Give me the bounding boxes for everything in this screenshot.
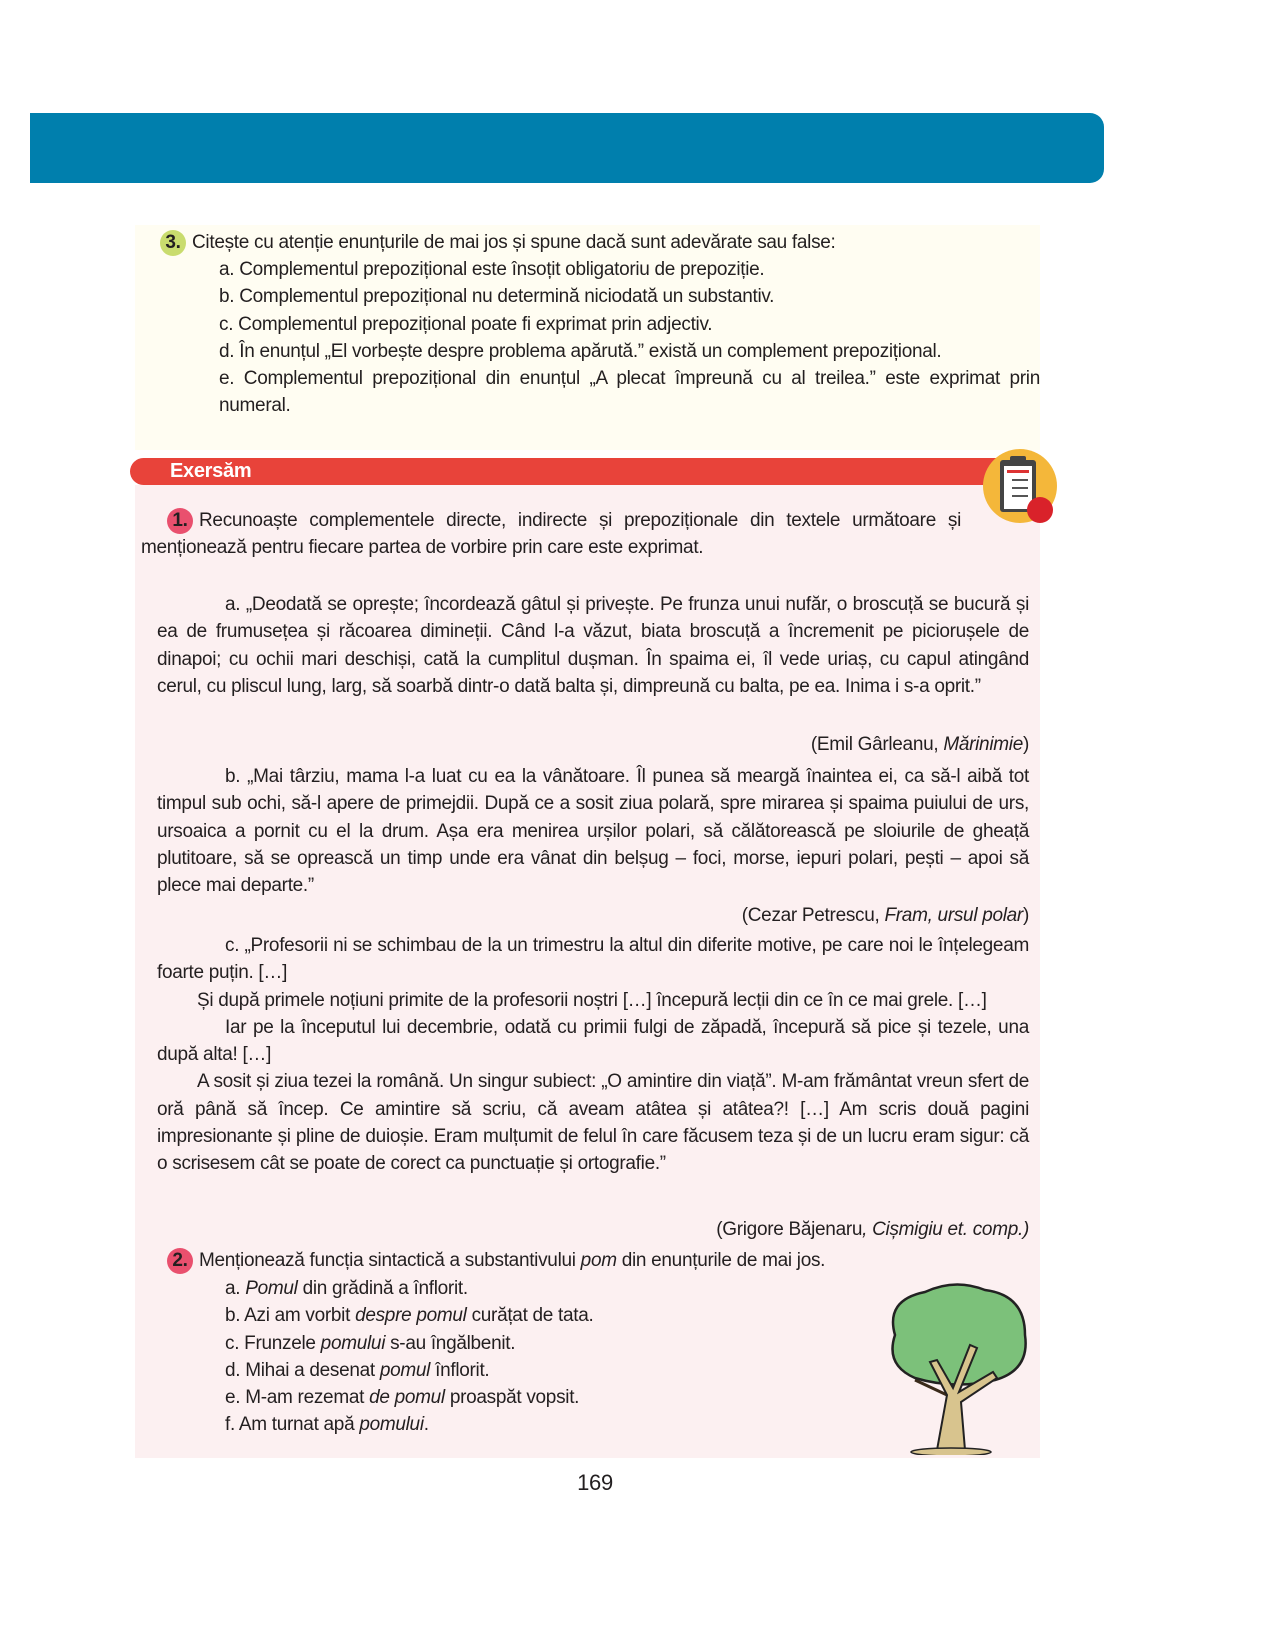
list-item: c. Frunzele pomului s-au îngălbenit. [225, 1332, 516, 1354]
list-item: a. Pomul din grădină a înflorit. [225, 1278, 468, 1299]
clipboard-apple-icon [982, 448, 1062, 528]
header-bar [30, 113, 1104, 183]
exercise-2-prompt: 2. Menționează funcția sintactică a substantivului pom din enunțurile de mai jos. [167, 1247, 1037, 1274]
passage-b-source: (Cezar Petrescu, Fram, ursul polar) [741, 905, 1029, 926]
paragraph: Și după primele noțiuni primite de la profesorii noștri […] începură lecții din ce în ce mai grele. […] [197, 989, 987, 1011]
exercise-2-items [225, 1275, 825, 1439]
tree-icon [875, 1280, 1040, 1455]
prompt-text: Recunoaște complementele directe, indirecte și prepoziționale din textele următoare și menționează pentru fiecare partea de vorbire prin care este exprimat. [141, 510, 961, 559]
list-item: e. Complementul prepozițional din enunțul „A plecat împreună cu al treilea.” este exprimat prin numeral. [219, 368, 1040, 417]
section-band [130, 458, 1010, 485]
list-item: d. În enunțul „El vorbește despre problema apărută.” există un complement prepozițional. [219, 340, 942, 362]
list-item: c. Complementul prepozițional poate fi exprimat prin adjectiv. [219, 313, 713, 335]
exercise-number: 3. [160, 230, 186, 256]
passage-a: a. „Deodată se oprește; încordează gâtul și privește. Pe frunza unui nufăr, o broscuță se bucură și ea de frumusețea și răcoarea dimineții. Când l-a văzut, biata broscuță a încremenit pe piciorușele de dinapoi; cu ochii mari deschiși, cată la cumplitul dușman. În spaima ei, îl vede uriaș, cu capul atingând cerul, cu pliscul lung, larg, să soarbă dintr-o dată balta și, dimpreună cu balta, pe ea. Inima i s-a oprit.” [157, 594, 1029, 697]
exercise-3-items [219, 256, 1040, 420]
list-item: b. Complementul prepozițional nu determină niciodată un substantiv. [219, 286, 775, 308]
exercise-number: 1. [167, 508, 193, 534]
paragraph: c. „Profesorii ni se schimbau de la un trimestru la altul din diferite motive, pe care noi le înțelegeam foarte puțin. […] [157, 935, 1029, 984]
list-item: e. M-am rezemat de pomul proaspăt vopsit. [225, 1387, 580, 1409]
passage-c-source: (Grigore Băjenaru, Cișmigiu et. comp.) [716, 1219, 1029, 1240]
page-number: 169 [577, 1470, 613, 1495]
passage-c [157, 932, 1029, 1178]
passage-a-source: (Emil Gârleanu, Mărinimie) [810, 734, 1029, 755]
list-item: d. Mihai a desenat pomul înflorit. [225, 1359, 490, 1381]
passage-b: b. „Mai târziu, mama l-a luat cu ea la vânătoare. Îl punea să meargă înaintea ei, ca să-l aibă tot timpul sub ochi, să-l apere de primejdii. După ce a sosit ziua polară, spre mirarea și spaima puiului de urs, ursoaica a pornit cu el la drum. Așa era menirea urșilor polari, să călătorească pe sloiurile de gheață plutitoare, să se oprească un timp unde era vânat din belșug – foci, morse, iepuri polari, pești – apoi să plece mai departe.” [157, 766, 1029, 897]
prompt-text: Citește cu atenție enunțurile de mai jos și spune dacă sunt adevărate sau false: [192, 232, 836, 253]
list-item: a. Complementul prepozițional este însoțit obligatoriu de prepoziție. [219, 259, 765, 280]
exercise-1-prompt [141, 507, 961, 562]
list-item: b. Azi am vorbit despre pomul curățat de tata. [225, 1305, 594, 1327]
list-item: f. Am turnat apă pomului. [225, 1414, 429, 1436]
paragraph: A sosit și ziua tezei la română. Un singur subiect: „O amintire din viață”. M-am frământat vreun sfert de oră până să încep. Ce amintire să scriu, că aveam atâtea și atâtea?! […] Am scris două pagini impresionante și pline de duioșie. Eram mulțumit de felul în care făcusem teza și de un lucru eram sigur: că o scrisesem cât se poate de corect ca punctuație și ortografie.” [157, 1071, 1029, 1175]
section-title: Exersăm [170, 460, 252, 482]
exercise-3-prompt [160, 229, 1040, 256]
paragraph: Iar pe la începutul lui decembrie, odată cu primii fulgi de zăpadă, începură să pice și tezele, una după alta! […] [157, 1016, 1029, 1066]
exercise-number: 2. [167, 1248, 193, 1274]
